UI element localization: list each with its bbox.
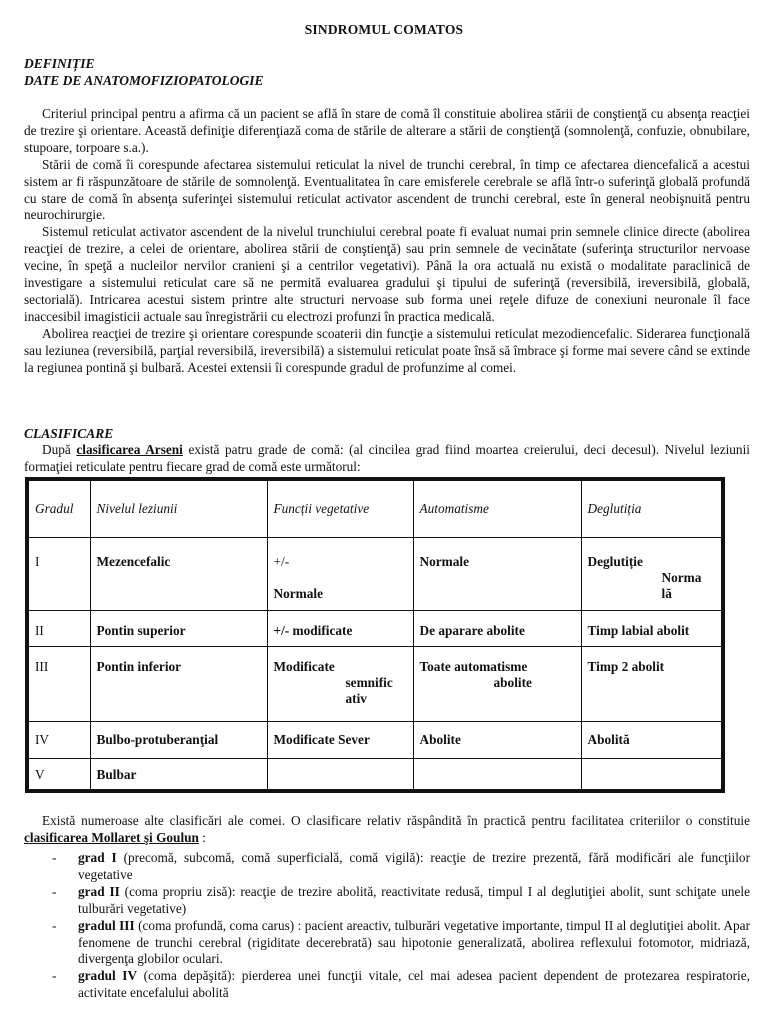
table-row: III Pontin inferior Modificate semnific ativ Toate automatisme abolite Timp 2 abolit xyxy=(27,647,723,722)
header-level: Nivelul leziunii xyxy=(90,479,267,537)
classification-mollaret xyxy=(24,813,750,847)
table-row: IV Bulbo-protuberanţial Modificate Sever Abolite Abolită xyxy=(27,722,723,759)
list-item: - grad II (coma propriu zisă): reacţie de trezire abolită, reactivitate redusă, timpul I al deglutiţiei abolit, sunt schiţate unele tulburări vegetative) xyxy=(52,883,750,916)
list-item: - gradul IV (coma depăşită): pierderea unei funcţii vitale, cel mai adesea pacient dependent de protezarea respiratorie, activitate encefalului abolită xyxy=(52,968,750,1001)
heading-classification: CLASIFICARE xyxy=(24,426,114,441)
table-header-row xyxy=(27,479,723,537)
mollaret-classification-link: clasificarea Mollaret şi Goulun xyxy=(24,829,199,845)
paragraph-4: Abolirea reacţiei de trezire şi orientare corespunde scoaterii din funcţie a sistemului reticulat mezodiencefalic. Siderarea funcţională sau leziunea (reversibilă, parţial reversibilă, ireversibilă) a sistemului reticulat poate însă să îmbrace şi forme mai severe când se extinde la regiunea pontină şi bulbară. Acestei extensii îi corespunde gradul de profunzime al comei. xyxy=(24,325,750,375)
heading-anatomy: DATE DE ANATOMOFIZIOPATOLOGIE xyxy=(24,73,264,88)
table-row: V Bulbar xyxy=(27,758,723,791)
header-vegetative: Funcții vegetative xyxy=(267,479,413,537)
arseni-classification-link: clasificarea Arseni xyxy=(76,442,183,457)
table-row: II Pontin superior +/- modificate De aparare abolite Timp labial abolit xyxy=(27,610,723,647)
classification-intro xyxy=(24,442,750,476)
list-item: - grad I (precomă, subcomă, comă superficială, comă vigilă): reacţie de trezire prezentă, fără modificări ale funcţiilor vegetative xyxy=(52,850,750,882)
coma-grades-table xyxy=(25,477,725,793)
table-row: I Mezencefalic +/- Normale Normale Deglutiție Norma lă xyxy=(27,537,723,610)
header-grade: Gradul xyxy=(27,479,90,537)
classification-paragraph-mollaret: Există numeroase alte clasificări ale comei. O clasificare relativ răspândită în practică pentru facilitatea criteriilor o constituie clasificarea Mollaret şi Goulun : xyxy=(24,813,750,845)
paragraph-2: Stării de comă îi corespunde afectarea sistemului reticulat la nivel de trunchi cerebral, în timp ce afectarea diencefalică a acestui sistem ar fi răspunzătoare de stările de somnolenţă. Eventualitatea în care emisferele cerebrale se află într-o suferinţă globală profundă cu stare de comă în absenţa suferinţei sistemului reticulat activator ascendent de trunchi cerebral, este în general neobişnuită pentru neurochirurgie. xyxy=(24,156,750,223)
paragraph-1: Criteriul principal pentru a afirma că un pacient se află în stare de comă îl constituie abolirea stării de conştienţă cu absenţa reacţiei de trezire şi orientare. Această definiţie diferenţiază coma de stările de alterare a stării de conştienţă (somnolenţă, confuzie, obnubilare, stupoare, torpoare s.a.). xyxy=(24,106,750,155)
classification-paragraph-arseni: După clasificarea Arseni există patru grade de comă: (al cincilea grad fiind moartea creierului, deci decesul). Nivelul leziunii formaţiei reticulate pentru fiecare grad de comă este următorul: xyxy=(24,442,750,474)
paragraph-3: Sistemul reticulat activator ascendent de la nivelul trunchiului cerebral poate fi evaluat numai prin semnele clinice directe (abolirea reacţiei de trezire, a celei de orientare, abolirea stării de conştienţă) sau prin semnele de vecinătate (suferinţa structurilor nervoase vecine, în speţă a nucleilor nervilor cranieni şi a centrilor vegetativi). Până la ora actuală nu există o modalitate paraclinică de investigare a sistemului reticulat care să ne permită evaluarea gradului şi tipului de suferinţă (reversibilă, ireversibilă, globală, sectorială). Intricarea acestui sistem printre alte structuri nervoase sub forma unei reţele difuze de conexiuni neuronale îl face inaccesibil imagisticii actuale sau înregistrării cu electrozi profunzi în practica medicală. xyxy=(24,224,750,324)
header-swallowing: Deglutiția xyxy=(581,479,723,537)
intro-section xyxy=(24,106,750,377)
heading-definition: DEFINIȚIE xyxy=(24,56,95,71)
mollaret-grade-list xyxy=(24,850,750,1002)
page-title: SINDROMUL COMATOS xyxy=(304,22,464,37)
header-automatisms: Automatisme xyxy=(413,479,581,537)
list-item: - gradul III (coma profundă, coma carus) : pacient areactiv, tulburări vegetative importante, timpul II al deglutiţiei abolit. Apar fenomene de trunchi cerebral (rigiditate decerebrată) sau hipotonie generalizată, abolirea reflexului fotomotor, midriază, divergenţa globilor oculari. xyxy=(52,917,750,967)
